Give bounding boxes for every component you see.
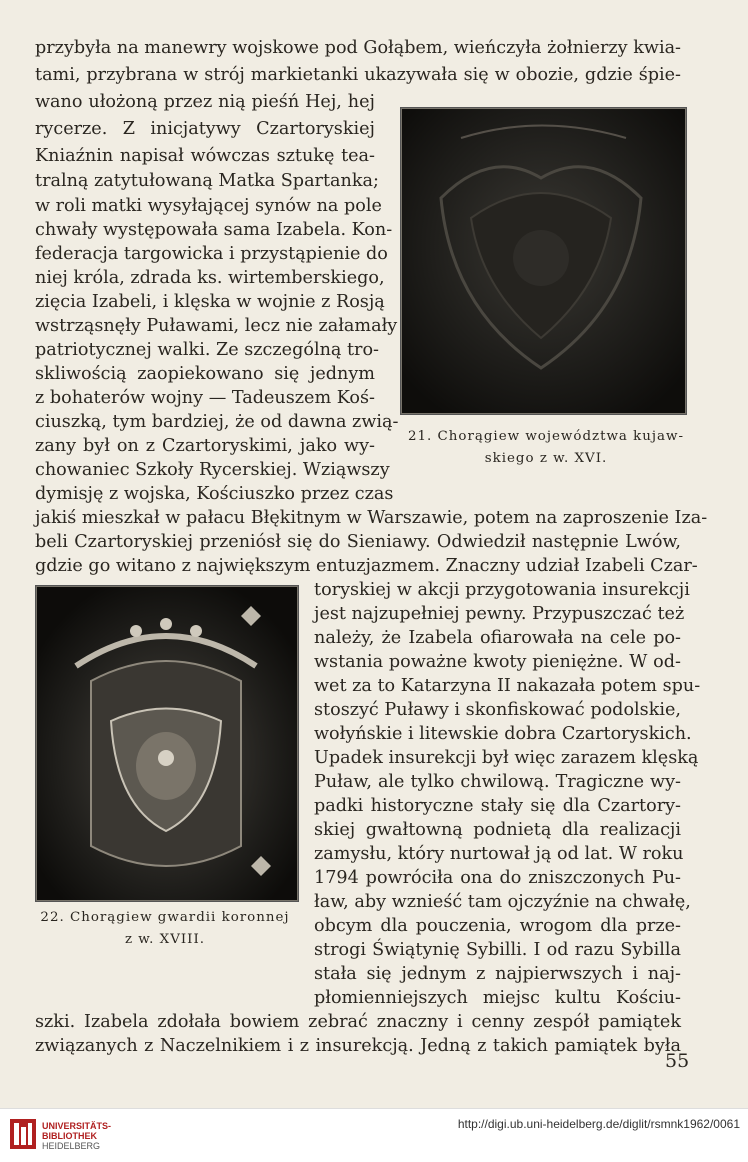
banner-photo-22 (36, 586, 298, 901)
text-line: rycerze. Z inicjatywy Czartoryskiej (35, 119, 375, 139)
text-line: zamysłu, który nurtował ją od lat. W roku (314, 844, 684, 864)
banner-photo-21 (401, 108, 686, 414)
page-number: 55 (665, 1050, 690, 1072)
logo-line2: BIBLIOTHEK (42, 1131, 97, 1141)
text-line: związanych z Naczelnikiem i z insurekcją. Jedną z takich pamiątek była (35, 1036, 681, 1056)
figure-21-caption-line1: 21. Chorągiew województwa kujaw- (407, 429, 685, 444)
figure-22-caption (18, 907, 312, 951)
text-line: gdzie go witano z największym entuzjazmem. Znaczny udział Izabeli Czar- (35, 556, 698, 576)
text-line: chowaniec Szkoły Rycerskiej. Wziąwszy (35, 460, 390, 480)
text-line: z bohaterów wojny — Tadeuszem Koś- (35, 388, 375, 408)
text-line: wano ułożoną przez nią pieśń Hej, hej (35, 92, 375, 112)
text-line: przybyła na manewry wojskowe pod Gołąbem, wieńczyła żołnierzy kwia- (35, 38, 681, 58)
logo-line1: UNIVERSITÄTS- (42, 1121, 112, 1131)
text-line: w roli matki wysyłającej synów na pole (35, 196, 382, 216)
text-line: strogi Świątynię Sybilli. I od razu Sybilla (314, 940, 681, 960)
text-line: obcym dla pouczenia, wrogom dla prze- (314, 916, 681, 936)
text-line: zany był on z Czartoryskimi, jako wy- (35, 436, 375, 456)
text-line: stoszyć Puławy i skonfiskować podolskie, (314, 700, 681, 720)
text-line: Upadek insurekcji był więc zarazem klęską (314, 748, 699, 768)
figure-22-image (35, 585, 299, 902)
text-line: toryskiej w akcji przygotowania insurekcji (314, 580, 690, 600)
figure-22-caption-line1: 22. Chorągiew gwardii koronnej (40, 910, 290, 925)
text-line: patriotycznej walki. Ze szczególną tro- (35, 340, 379, 360)
text-line: ław, aby wznieść tam ojczyźnie na chwałę, (314, 892, 691, 912)
text-line: wołyńskie i litewskie dobra Czartoryskich. (314, 724, 692, 744)
text-line: należy, że Izabela ofiarowała na cele po- (314, 628, 681, 648)
text-line: wstania poważne kwoty pieniężne. W od- (314, 652, 681, 672)
figure-21-caption-line2: skiego z w. XVI. (484, 451, 608, 466)
text-line: tami, przybrana w strój markietanki ukazywała się w obozie, gdzie śpie- (35, 65, 681, 85)
figure-21-caption (404, 426, 688, 470)
text-line: dymisję z wojska, Kościuszko przez czas (35, 484, 394, 504)
logo-line3: HEIDELBERG (42, 1141, 101, 1151)
source-url-link[interactable]: http://digi.ub.uni-heidelberg.de/diglit/rsmnk1962/0061 (457, 1117, 740, 1131)
text-line: Puław, ale tylko chwilową. Tragiczne wy- (314, 772, 681, 792)
footer-bar (0, 1108, 748, 1162)
text-line: ciuszką, tym bardziej, że od dawna zwią- (35, 412, 399, 432)
figure-22-caption-line2: z w. XVIII. (124, 932, 206, 947)
text-line: Kniaźnin napisał wówczas sztukę tea- (35, 146, 375, 166)
text-line: skiej gwałtowną podnietą dla realizacji (314, 820, 681, 840)
text-line: chwały występowała sama Izabela. Kon- (35, 220, 393, 240)
text-line: niej króla, zdrada ks. wirtemberskiego, (35, 268, 385, 288)
text-line: federacja targowicka i przystąpienie do (35, 244, 388, 264)
text-line: skliwością zaopiekowano się jednym (35, 364, 375, 384)
text-line: 1794 powróciła ona do zniszczonych Pu- (314, 868, 681, 888)
text-line: szki. Izabela zdołała bowiem zebrać znaczny i cenny zespół pamiątek (35, 1012, 681, 1032)
text-line: płomienniejszych miejsc kultu Kościu- (314, 988, 681, 1008)
library-logo-text (42, 1121, 111, 1151)
text-line: stała się jednym z najpierwszych i naj- (314, 964, 681, 984)
text-line: beli Czartoryskiej przeniósł się do Sieniawy. Odwiedził następnie Lwów, (35, 532, 681, 552)
text-line: wstrząsnęły Puławami, lecz nie załamały (35, 316, 398, 336)
text-line: tralną zatytułowaną Matka Spartanka; (35, 171, 379, 191)
text-line: jest najzupełniej pewny. Przypuszczać też (314, 604, 685, 624)
text-line: padki historyczne stały się dla Czartory- (314, 796, 681, 816)
library-logo-icon (10, 1119, 36, 1149)
text-line: jakiś mieszkał w pałacu Błękitnym w Warszawie, potem na zaproszenie Iza- (35, 508, 708, 528)
text-line: zięcia Izabeli, i klęska w wojnie z Rosją (35, 292, 385, 312)
figure-21-image (400, 107, 687, 415)
text-line: wet za to Katarzyna II nakazała potem spu- (314, 676, 701, 696)
